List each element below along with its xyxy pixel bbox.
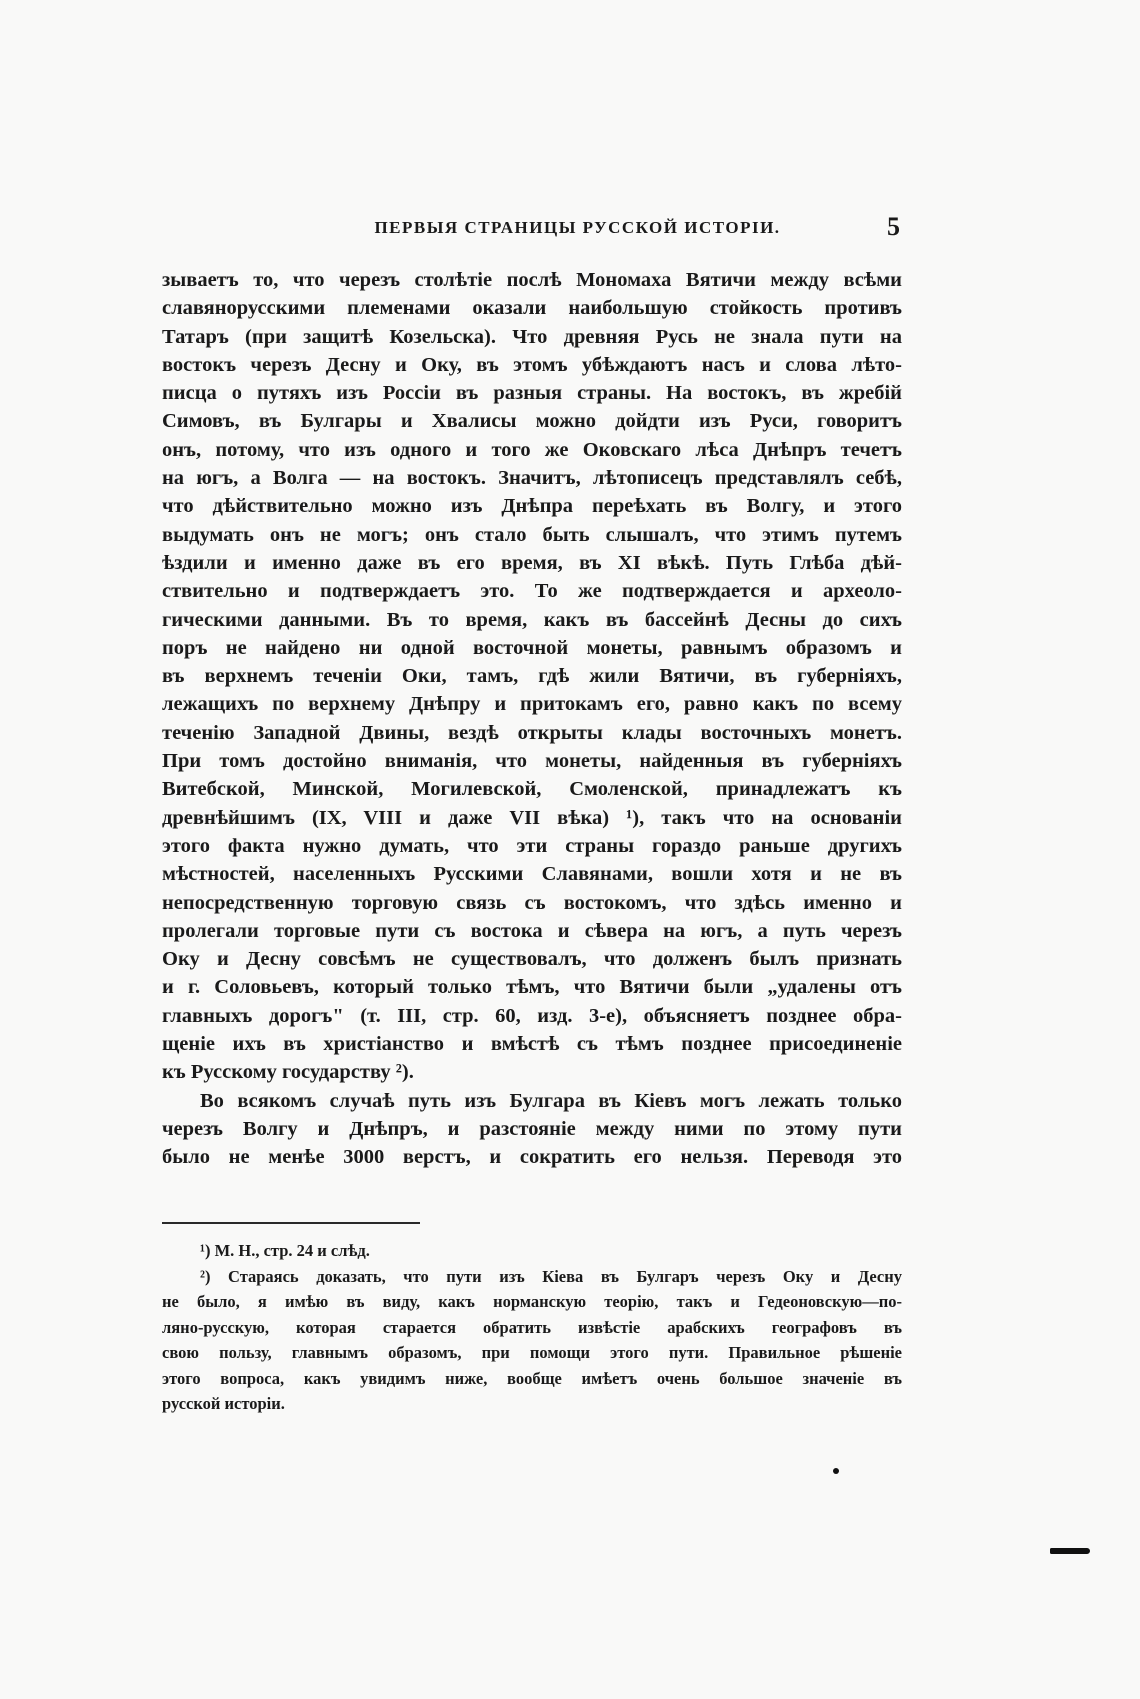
body-line: славянорусскими племенами оказали наибольшую стойкость противъ: [162, 297, 902, 320]
body-line: на югъ, а Волга — на востокъ. Значитъ, лѣтописецъ представлялъ себѣ,: [162, 467, 902, 490]
body-text: [162, 266, 902, 1172]
body-line: въ верхнемъ теченіи Оки, тамъ, гдѣ жили Вятичи, въ губерніяхъ,: [162, 665, 902, 688]
footnote-line: ¹) М. Н., стр. 24 и слѣд.: [200, 1241, 370, 1260]
footnote-separator: [162, 1222, 420, 1224]
body-line: лежащихъ по верхнему Днѣпру и притокамъ его, равно какъ по всему: [162, 693, 902, 716]
body-line: востокъ черезъ Десну и Оку, въ этомъ убѣждаютъ насъ и слова лѣто-: [162, 353, 902, 376]
body-line: онъ, потому, что изъ одного и того же Оковскаго лѣса Днѣпръ течетъ: [162, 438, 902, 461]
body-line: выдумать онъ не могъ; онъ стало быть слышалъ, что этимъ путемъ: [162, 523, 902, 546]
footnote-line: ляно-русскую, которая старается обратить извѣстіе арабскихъ географовъ въ: [162, 1317, 902, 1337]
body-line: Во всякомъ случаѣ путь изъ Булгара въ Кіевъ могъ лежать только: [200, 1089, 902, 1112]
footnote-line: ²) Стараясь доказать, что пути изъ Кіева въ Булгаръ черезъ Оку и Десну: [200, 1266, 902, 1286]
body-line: Симовъ, въ Булгары и Хвалисы можно дойдти изъ Руси, говоритъ: [162, 410, 902, 433]
page-header: [165, 212, 900, 244]
body-line: Татаръ (при защитѣ Козельска). Что древняя Русь не знала пути на: [162, 325, 902, 348]
body-line: было не менѣе 3000 верстъ, и сократить его нельзя. Переводя это: [162, 1146, 902, 1169]
body-line: поръ не найдено ни одной восточной монеты, равнымъ образомъ и: [162, 636, 902, 659]
body-line: непосредственную торговую связь съ востокомъ, что здѣсь именно и: [162, 891, 902, 914]
footnote-line: не было, я имѣю въ виду, какъ норманскую теорію, такъ и Гедеоновскую—по-: [162, 1292, 902, 1311]
body-line: Оку и Десну совсѣмъ не существовалъ, что долженъ былъ признать: [162, 948, 902, 971]
page-number: 5: [887, 212, 900, 241]
body-line: древнѣйшимъ (IX, VIII и даже VII вѣка) ¹), такъ что на основаніи: [162, 806, 902, 829]
running-title: ПЕРВЫЯ СТРАНИЦЫ РУССКОЙ ИСТОРІИ.: [374, 218, 781, 237]
body-line: ѣздили и именно даже въ его время, въ XI вѣкѣ. Путь Глѣба дѣй-: [162, 551, 902, 574]
body-line: что дѣйствительно можно изъ Днѣпра переѣхать въ Волгу, и этого: [162, 495, 902, 518]
body-line: При томъ достойно вниманія, что монеты, найденныя въ губерніяхъ: [162, 750, 902, 773]
body-line: и г. Соловьевъ, который только тѣмъ, что Вятичи были „удалены отъ: [162, 976, 902, 999]
body-line: главныхъ дорогъ" (т. III, стр. 60, изд. 3-е), объясняетъ позднее обра-: [162, 1004, 902, 1027]
ink-speck: [833, 1468, 839, 1474]
footnote-line: этого вопроса, какъ увидимъ ниже, вообще имѣетъ очень большое значеніе въ: [162, 1368, 902, 1388]
footnote-line: свою пользу, главнымъ образомъ, при помощи этого пути. Правильное рѣшеніе: [162, 1343, 902, 1362]
body-line: пролегали торговые пути съ востока и сѣвера на югъ, а путь черезъ: [162, 919, 902, 942]
scan-edge-mark: [1050, 1548, 1090, 1554]
body-line: гическими данными. Въ то время, какъ въ бассейнѣ Десны до сихъ: [162, 608, 902, 631]
body-line: писца о путяхъ изъ Россіи въ разныя страны. На востокъ, въ жребій: [162, 382, 902, 405]
body-line: теченію Западной Двины, вездѣ открыты клады восточныхъ монетъ.: [162, 721, 902, 744]
body-line: Витебской, Минской, Могилевской, Смоленской, принадлежатъ къ: [162, 778, 902, 801]
body-line: зываетъ то, что черезъ столѣтіе послѣ Мономаха Вятичи между всѣми: [162, 269, 902, 291]
footnotes: [162, 1238, 902, 1417]
body-line: черезъ Волгу и Днѣпръ, и разстояніе между ними по этому пути: [162, 1117, 902, 1140]
body-line: щеніе ихъ въ христіанство и вмѣстѣ съ тѣмъ позднее присоединеніе: [162, 1033, 902, 1056]
body-line: ствительно и подтверждаетъ это. То же подтверждается и археоло-: [162, 580, 902, 603]
body-line: этого факта нужно думать, что эти страны гораздо раньше другихъ: [162, 834, 902, 857]
body-line: мѣстностей, населенныхъ Русскими Славянами, вошли хотя и не въ: [162, 863, 902, 886]
body-line: къ Русскому государству ²).: [162, 1061, 414, 1084]
footnote-line: русской исторіи.: [162, 1394, 285, 1413]
